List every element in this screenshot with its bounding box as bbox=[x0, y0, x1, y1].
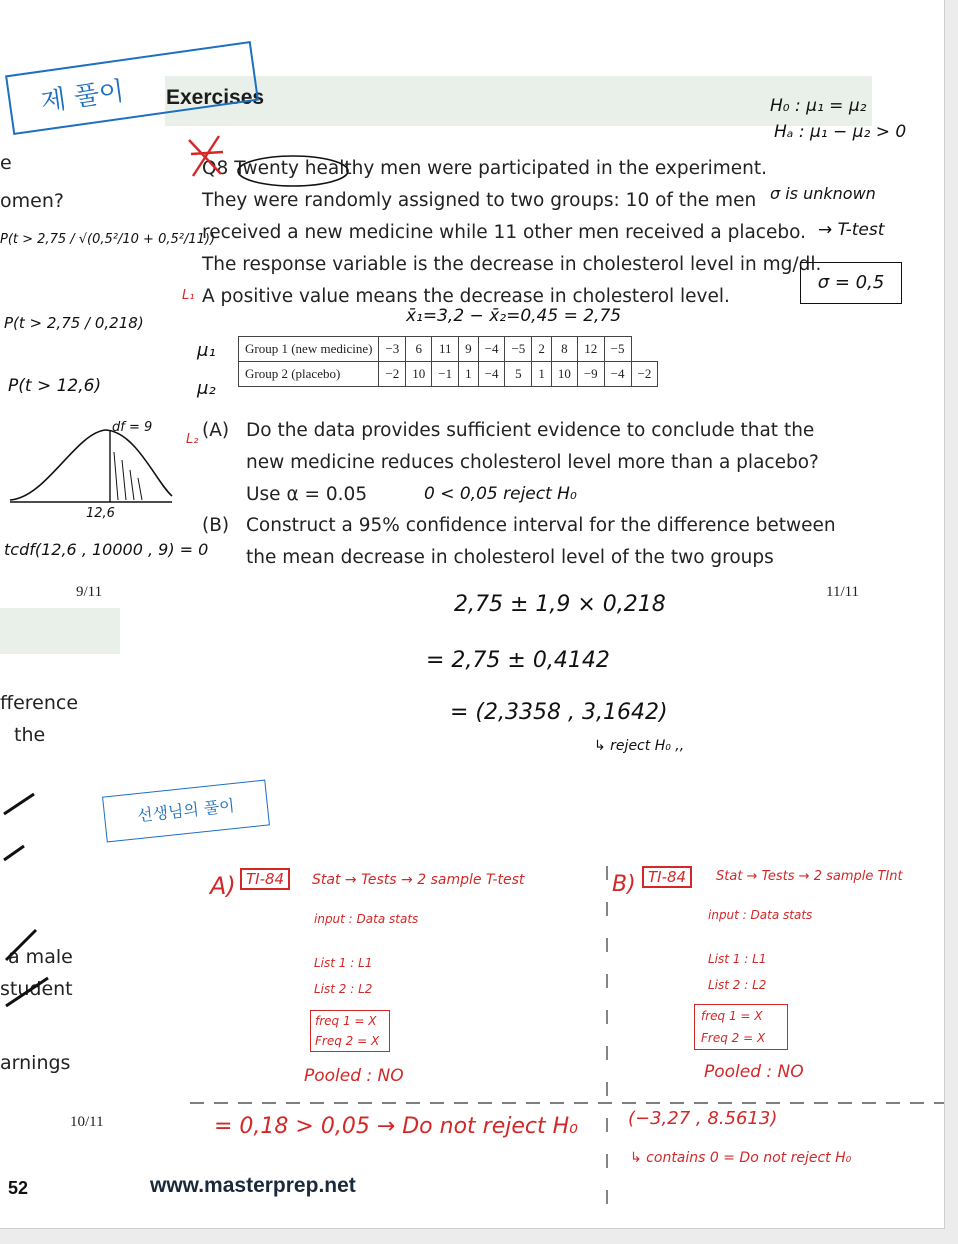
a-input: input : Data stats bbox=[314, 912, 419, 926]
left-word-2: omen? bbox=[0, 190, 64, 212]
table-cell: 6 bbox=[406, 337, 432, 362]
table-row-label: Group 2 (placebo) bbox=[239, 362, 379, 387]
sigma-unknown-note: σ is unknown bbox=[770, 184, 876, 203]
a-freq-box bbox=[310, 1010, 390, 1052]
b-result: (−3,27 , 8.5613) bbox=[628, 1108, 778, 1129]
null-hypothesis: H₀ : μ₁ = μ₂ bbox=[770, 96, 867, 116]
left-word-6: student bbox=[0, 978, 73, 1000]
table-cell: 10 bbox=[551, 362, 577, 387]
mu1-label: μ₁ bbox=[197, 340, 216, 361]
part-a-line-2: new medicine reduces cholesterol level more than a placebo? bbox=[246, 452, 819, 473]
left-df: df = 9 bbox=[112, 420, 153, 435]
left-word-3: fference bbox=[0, 692, 79, 714]
mu2-label: μ₂ bbox=[197, 378, 216, 399]
table-row bbox=[239, 362, 658, 387]
t-test-note: → T-test bbox=[818, 220, 885, 240]
footer-url: www.masterprep.net bbox=[150, 1174, 356, 1197]
b-list2: List 2 : L2 bbox=[708, 978, 767, 992]
table-cell: −2 bbox=[379, 362, 406, 387]
circle-annotation bbox=[236, 154, 350, 188]
t-distribution-sketch-icon bbox=[6, 412, 176, 508]
mean-difference-note: x̄₁=3,2 − x̄₂=0,45 = 2,75 bbox=[406, 306, 622, 326]
table-row bbox=[239, 337, 658, 362]
sigma-value-box: σ = 0,5 bbox=[800, 262, 902, 304]
ci-line-3: = (2,3358 , 3,1642) bbox=[450, 700, 668, 725]
b-freq2: Freq 2 = X bbox=[701, 1031, 766, 1045]
table-cell: −5 bbox=[505, 337, 532, 362]
a-freq1: freq 1 = X bbox=[315, 1014, 377, 1028]
table-cell: 11 bbox=[432, 337, 459, 362]
table-cell: −5 bbox=[604, 337, 631, 362]
table-cell: −9 bbox=[577, 362, 604, 387]
left-tcdf: tcdf(12,6 , 10000 , 9) = 0 bbox=[4, 540, 209, 559]
left-word-5: a male bbox=[8, 946, 73, 968]
a-list1: List 1 : L1 bbox=[314, 956, 373, 970]
vertical-divider bbox=[604, 866, 610, 1218]
ci-line-2: = 2,75 ± 0,4142 bbox=[426, 648, 610, 673]
page-number: 52 bbox=[8, 1178, 29, 1198]
table-cell: 10 bbox=[406, 362, 432, 387]
alt-hypothesis: Hₐ : μ₁ − μ₂ > 0 bbox=[774, 122, 907, 142]
question-line-1: Q8 Twenty healthy men were participated in the experiment. bbox=[202, 158, 767, 179]
question-line-4: The response variable is the decrease in cholesterol level in mg/dl. bbox=[202, 254, 822, 275]
check-marks-icon bbox=[0, 780, 50, 1080]
left-prob-3: P(t > 12,6) bbox=[8, 376, 102, 396]
part-b-line-1: Construct a 95% confidence interval for the difference between bbox=[246, 515, 836, 536]
table-cell: −4 bbox=[478, 362, 505, 387]
teacher-solution-box: 선생님의 풀이 bbox=[102, 780, 270, 843]
table-cell: −1 bbox=[432, 362, 459, 387]
page-label-11: 11/11 bbox=[826, 584, 860, 600]
l2-label: L₂ bbox=[186, 432, 199, 447]
left-header-band bbox=[0, 608, 120, 654]
reject-note: 0 < 0,05 reject H₀ bbox=[424, 484, 577, 504]
left-word-4: the bbox=[14, 724, 46, 746]
left-126: 12,6 bbox=[86, 506, 115, 521]
table-cell: 2 bbox=[532, 337, 552, 362]
part-b-label: (B) bbox=[202, 515, 230, 536]
a-path: Stat → Tests → 2 sample T-test bbox=[312, 872, 525, 888]
header-band bbox=[165, 76, 872, 126]
question-line-2: They were randomly assigned to two groups: 10 of the men bbox=[202, 190, 757, 211]
b-input: input : Data stats bbox=[708, 908, 813, 922]
table-cell: −4 bbox=[604, 362, 631, 387]
dashed-divider bbox=[190, 1098, 944, 1108]
question-line-5: A positive value means the decrease in cholesterol level. bbox=[202, 286, 730, 307]
table-cell: 9 bbox=[459, 337, 479, 362]
table-cell: 1 bbox=[459, 362, 479, 387]
ci-line-4: ↳ reject H₀ ,, bbox=[594, 738, 685, 754]
b-freq1: freq 1 = X bbox=[701, 1009, 763, 1023]
a-calc-box: TI-84 bbox=[240, 868, 290, 890]
data-table bbox=[238, 336, 658, 387]
a-freq2: Freq 2 = X bbox=[315, 1034, 380, 1048]
page-label-10: 10/11 bbox=[70, 1114, 104, 1130]
b-calc-box: TI-84 bbox=[642, 866, 692, 888]
table-cell: −3 bbox=[379, 337, 406, 362]
table-cell: −4 bbox=[478, 337, 505, 362]
page-label-9: 9/11 bbox=[76, 584, 103, 600]
table-cell: −2 bbox=[631, 362, 658, 387]
question-line-3: received a new medicine while 11 other men received a placebo. bbox=[202, 222, 806, 243]
cross-mark-icon bbox=[183, 130, 229, 182]
part-a-line-1: Do the data provides sufficient evidence to conclude that the bbox=[246, 420, 815, 441]
b-pooled: Pooled : NO bbox=[704, 1062, 804, 1082]
part-b-line-2: the mean decrease in cholesterol level of the two groups bbox=[246, 547, 774, 568]
b-note: ↳ contains 0 = Do not reject H₀ bbox=[630, 1150, 852, 1166]
table-cell: 12 bbox=[577, 337, 604, 362]
b-path: Stat → Tests → 2 sample TInt bbox=[716, 869, 903, 884]
l1-label: L₁ bbox=[182, 288, 195, 303]
table-row-label: Group 1 (new medicine) bbox=[239, 337, 379, 362]
b-label: B) bbox=[612, 872, 636, 897]
left-prob-2: P(t > 2,75 / 0,218) bbox=[4, 314, 144, 332]
table-cell: 1 bbox=[532, 362, 552, 387]
b-freq-box bbox=[694, 1004, 788, 1050]
left-prob-1: P(t > 2,75 / √(0,5²/10 + 0,5²/11)) bbox=[0, 232, 216, 247]
left-word-7: arnings bbox=[0, 1052, 71, 1074]
a-result: = 0,18 > 0,05 → Do not reject H₀ bbox=[214, 1114, 578, 1139]
solution-stamp: 제 풀이 bbox=[5, 41, 259, 135]
table-cell: 5 bbox=[505, 362, 532, 387]
b-list1: List 1 : L1 bbox=[708, 952, 767, 966]
a-list2: List 2 : L2 bbox=[314, 982, 373, 996]
a-pooled: Pooled : NO bbox=[304, 1066, 404, 1086]
a-label: A) bbox=[210, 872, 236, 900]
section-title: Exercises bbox=[166, 86, 265, 109]
part-a-line-3: Use α = 0.05 bbox=[246, 484, 368, 505]
part-a-label: (A) bbox=[202, 420, 230, 441]
table-cell: 8 bbox=[551, 337, 577, 362]
ci-line-1: 2,75 ± 1,9 × 0,218 bbox=[454, 592, 666, 617]
left-word-1: e bbox=[0, 152, 12, 174]
